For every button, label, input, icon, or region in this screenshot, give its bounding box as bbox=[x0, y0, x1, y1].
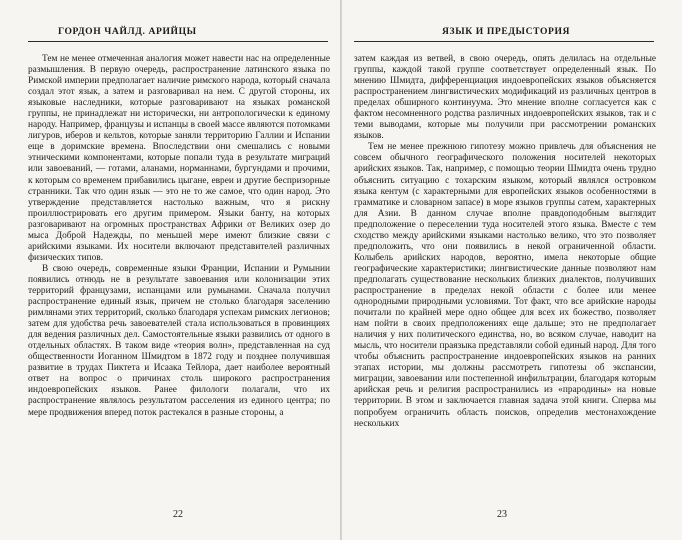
left-body-text bbox=[28, 54, 330, 419]
left-page bbox=[0, 0, 340, 540]
right-body-text bbox=[354, 54, 656, 430]
right-running-head: ЯЗЫК И ПРЕДЫСТОРИЯ bbox=[442, 26, 571, 37]
right-page-number: 23 bbox=[497, 509, 507, 520]
left-paragraph-1: Тем не менее отмеченная аналогия может навести нас на определенные размышления. В первую очередь, распространение латинского языка по Римской империи предполагает наличие римского народа, который сначала создал этот язык, а затем и разговаривал на нем. С другой стороны, их языковые наследники, которые разговаривают на языках романской группы, не принадлежат ни исторически, ни антропологически к единому народу. Например, французы и испанцы в своей массе являются потомками лигуров, иберов и кельтов, которые заняли территорию Галлии и Испании еще в доримские времена. Впоследствии они смешались с новыми этническими компонентами, которые попали туда в результате миграций или завоеваний, — готами, аланами, норманнами, бургундами и прочими, к которым со временем прибавились цыгане, евреи и другие беспризорные странники. Так что один язык — это не то же самое, что один народ. Это утверждение представляется настолько важным, что я рискну проиллюстрировать его другим примером. Языки банту, на которых разговаривают на огромных пространствах Африки от Великих озер до мыса Доброй Надежды, по меньшей мере имеют близкие связи с арийскими языками. Их носители включают представителей различных физических типов. bbox=[28, 54, 330, 263]
left-header-rule bbox=[28, 41, 328, 42]
left-page-number: 22 bbox=[173, 509, 183, 520]
right-header-rule bbox=[354, 41, 654, 42]
left-paragraph-2: В свою очередь, современные языки Франции, Испании и Румынии появились отнюдь не в результате завоевания или колонизации этих территорий французами, испанцами или румынами. Сначала получил распространение единый язык, причем не столько благодаря заселению римлянами этих территорий, сколько благодаря успехам римских легионов; затем для удобства речь завоевателей стала использоваться в провинциях для ведения различных дел. Самостоятельные языки развились от одного в отдельных областях. В таком виде «теория волн», представленная на суд общественности Иоганном Шмидтом в 1872 году и позднее получившая развитие в трудах Пиктета и Исаака Тейлора, дает наиболее вероятный ответ на вопрос о причинах столь широкого распространения индоевропейских языков. Ранее филологи полагали, что их распространение являлось результатом расселения из единого центра; по мере продвижения вперед поток растекался в разные стороны, а bbox=[28, 263, 330, 418]
right-paragraph-1: затем каждая из ветвей, в свою очередь, опять делилась на отдельные группы, каждой такой группе соответствует определенный язык. По мнению Шмидта, дифференциация индоевропейских языков объясняется распространением лингвистических модификаций из различных центров в пределах обширного континуума. Это мнение вполне согласуется как с фактом несомненного родства различных индоевропейских языков, так и с теми выводами, которые мы получили при рассмотрении романских языков. bbox=[354, 54, 656, 142]
left-running-head: ГОРДОН ЧАЙЛД. АРИЙЦЫ bbox=[58, 26, 197, 37]
right-page bbox=[342, 0, 682, 540]
right-paragraph-2: Тем не менее прежнюю гипотезу можно привлечь для объяснения не совсем обычного географического положения носителей некоторых арийских языков. Так, например, с помощью теории Шмидта очень трудно объяснить ситуацию с тохарским языком, который являлся островком языка кентум (с характерными для европейских языков особенностями в грамматике и словарном запасе) в море языков группы сатем, характерных для Азии. В данном случае вполне правдоподобным выглядит предположение о переселении туда носителей этого языка. Вместе с тем сходство между арийскими языками настолько велико, что это позволяет предположить, что они появились в некой ограниченной области. Колыбель арийских народов, вероятно, имела некоторые общие географические характеристики; лингвистические данные позволяют нам предполагать существование нескольких близких диалектов, получивших распространение в пределах некой области с более или менее однородными природными условиями. Тот факт, что все арийские народы почитали по крайней мере одно общее для всех их божество, позволяет нам пойти в своих предположениях еще дальше; это не предполагает наличия у них политического единства, но, во всяком случае, наводит на мысль, что носители праязыка представляли собой единый народ. Для того чтобы объяснить распространение индоевропейских языков на ранних этапах истории, мы должны рассмотреть гипотезы об экспансии, миграции, завоевании или постепенной инфильтрации, благодаря которым арийская речь и религия распространились из «прародины» на новые территории. В этом и заключается главная задача этой книги. Сперва мы попробуем ограничить область поисков, определив местонахождение нескольких bbox=[354, 142, 656, 429]
